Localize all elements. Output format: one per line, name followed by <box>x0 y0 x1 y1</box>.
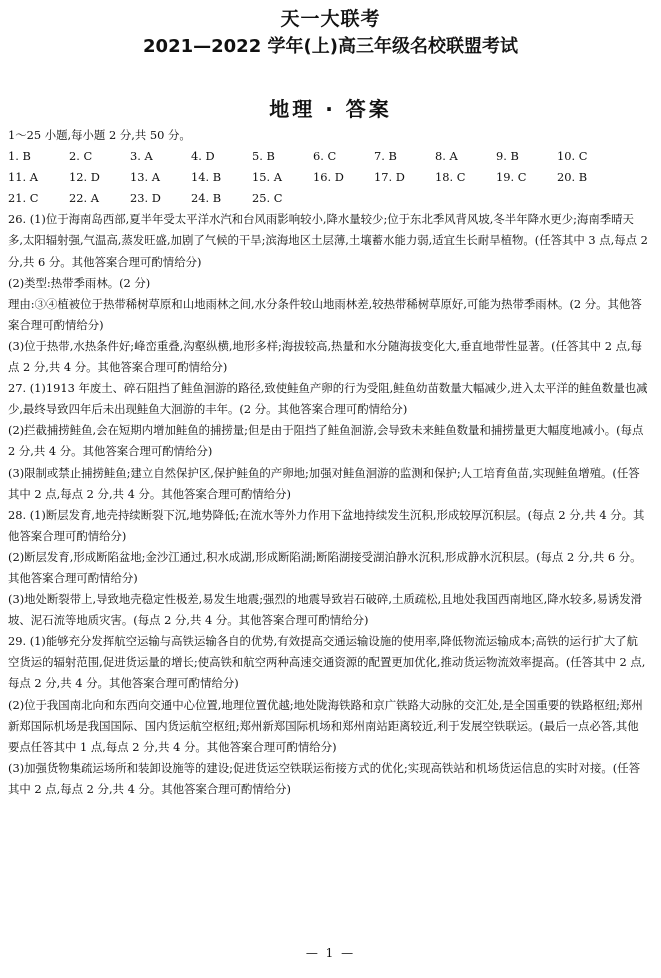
mc-answer: 3. A <box>130 149 153 164</box>
q29-part3: (3)加强货物集疏运场所和装卸设施等的建设;促进货运空铁联运衔接方式的优化;实现高铁站和机场货运信息的实时对接。(任答其中 2 点,每点 2 分,共 4 分。其他答案合理可酌情给分) <box>8 760 640 796</box>
q28-part2: (2)断层发育,形成断陷盆地;金沙江通过,积水成湖,形成断陷湖;断陷湖接受湖泊静水沉积,形成静水沉积层。(每点 2 分,共 6 分。其他答案合理可酌情给分) <box>8 549 642 585</box>
q26-part2-reason: 理由:③④植被位于热带稀树草原和山地雨林之间,水分条件较山地雨林差,较热带稀树草原好,可能为热带季雨林。(2 分。其他答案合理可酌情给分) <box>8 296 642 332</box>
mc-answer: 1. B <box>8 149 31 164</box>
page-number: — 1 — <box>305 946 356 960</box>
q29-part2: (2)位于我国南北向和东西向交通中心位置,地理位置优越;地处陇海铁路和京广铁路大动脉的交汇处,是全国重要的铁路枢纽;郑州新郑国际机场是我国国际、国内货运航空枢纽;郑州新郑国际机场和郑州南站距离较近,利于发展空铁联运。(最后一点必答,其他要点任答其中 1 点,每点 2 分,共 4 分。其他答案合理可酌情给分) <box>8 697 643 754</box>
q29-part1: 29. (1)能够充分发挥航空运输与高铁运输各自的优势,有效提高交通运输设施的使用率,降低物流运输成本;高铁的运行扩大了航空货运的辐射范围,促进货运量的增长;使高铁和航空两种高速交通资源的配置更加优化,推动货运物流效率提高。(任答其中 2 点,每点 2 分,共 4 分。其他答案合理可酌情给分) <box>8 634 646 691</box>
mc-answer: 15. A <box>252 170 282 185</box>
mc-answer: 4. D <box>191 149 215 164</box>
q26-part3: (3)位于热带,水热条件好;峰峦重叠,沟壑纵横,地形多样;海拔较高,热量和水分随海拔变化大,垂直地带性显著。(任答其中 2 点,每点 2 分,共 4 分。其他答案合理可酌情给分) <box>8 338 643 375</box>
organizer-title: 天一大联考 <box>280 8 381 30</box>
mc-answer: 25. C <box>252 191 283 206</box>
mc-answer: 9. B <box>496 149 519 164</box>
q26-part1: 26. (1)位于海南岛西部,夏半年受太平洋水汽和台风雨影响较小,降水量较少;位于东北季风背风坡,冬半年降水更少;海南季晴天多,太阳辐射强,气温高,蒸发旺盛,加剧了气候的干旱;滨海地区土层薄,土壤蓄水能力弱,适宜生长耐旱植物。(任答其中 3 点,每点 2 分,共 6 分。其他答案合理可酌情给分) <box>8 212 648 269</box>
q28-part3: (3)地处断裂带上,导致地壳稳定性极差,易发生地震;强烈的地震导致岩石破碎,土质疏松,且地处我国西南地区,降水较多,易诱发滑坡、泥石流等地质灾害。(每点 2 分,共 4 分。其他答案合理可酌情给分) <box>8 592 643 628</box>
mc-answer: 23. D <box>130 191 161 206</box>
mc-answer: 10. C <box>557 149 588 164</box>
q28-part1: 28. (1)断层发育,地壳持续断裂下沉,地势降低;在流水等外力作用下盆地持续发生沉积,形成较厚沉积层。(每点 2 分,共 4 分。其他答案合理可酌情给分) <box>8 507 645 543</box>
mc-answer: 5. B <box>252 149 275 164</box>
q26-part2: (2)类型:热带季雨林。(2 分) <box>8 275 151 290</box>
exam-title: 2021—2022 学年(上)高三年级名校联盟考试 <box>143 36 518 57</box>
mc-answer: 17. D <box>374 170 405 185</box>
mc-answer: 22. A <box>69 191 99 206</box>
q27-part2: (2)拦截捕捞鲑鱼,会在短期内增加鲑鱼的捕捞量;但是由于阻挡了鲑鱼洄游,会导致未来鲑鱼数量和捕捞量更大幅度地减小。(每点 2 分,共 4 分。其他答案合理可酌情给分) <box>8 423 644 459</box>
mc-row-1 <box>8 146 648 167</box>
mc-answer: 24. B <box>191 191 222 206</box>
mc-row-3 <box>8 188 648 209</box>
mc-answer: 2. C <box>69 149 93 164</box>
mc-answer: 11. A <box>8 170 38 185</box>
mc-answer: 20. B <box>557 170 588 185</box>
mc-intro: 1～25 小题,每小题 2 分,共 50 分。 <box>8 128 191 142</box>
mc-answer: 8. A <box>435 149 458 164</box>
answer-content <box>8 125 648 800</box>
q27-part3: (3)限制或禁止捕捞鲑鱼;建立自然保护区,保护鲑鱼的产卵地;加强对鲑鱼洄游的监测和保护;人工培育鱼苗,实现鲑鱼增殖。(任答其中 2 点,每点 2 分,共 4 分。其他答案合理可酌情给分) <box>8 465 640 501</box>
mc-answer: 14. B <box>191 170 222 185</box>
subject-title: 地理 · 答案 <box>269 97 392 121</box>
mc-answer: 12. D <box>69 170 100 185</box>
mc-answer: 13. A <box>130 170 160 185</box>
mc-answer: 21. C <box>8 191 39 206</box>
mc-answer: 16. D <box>313 170 344 185</box>
mc-answer: 19. C <box>496 170 527 185</box>
mc-answer: 6. C <box>313 149 337 164</box>
q27-part1: 27. (1)1913 年废土、碎石阻挡了鲑鱼洄游的路径,致使鲑鱼产卵的行为受阻,鲑鱼幼苗数量大幅减少,进入太平洋的鲑鱼数量也减少,最终导致四年后未出现鲑鱼大洄游的丰年。(2 分。其他答案合理可酌情给分) <box>8 381 648 417</box>
mc-answer: 7. B <box>374 149 397 164</box>
mc-answer: 18. C <box>435 170 466 185</box>
mc-row-2 <box>8 167 648 188</box>
